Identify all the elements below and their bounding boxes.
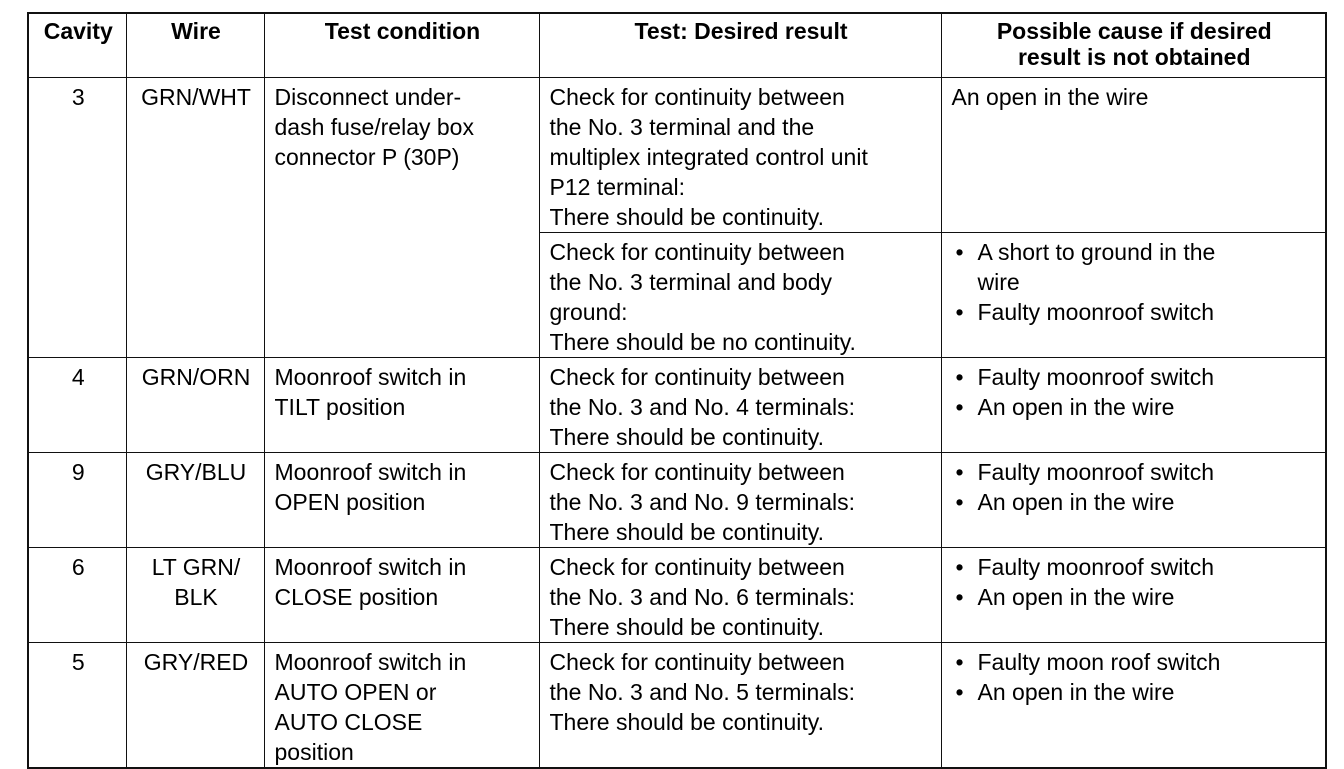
cause-item: • An open in the wire: [952, 392, 1318, 422]
table-row: [28, 452, 1326, 547]
cause-item: • An open in the wire: [952, 487, 1318, 517]
cause-item: • Faulty moonroof switch: [952, 297, 1318, 327]
cause-cell: [941, 452, 1326, 547]
condition-cell: Moonroof switch in OPEN position: [264, 452, 539, 547]
cavity-cell: 4: [28, 357, 126, 452]
condition-cell: Moonroof switch in CLOSE position: [264, 547, 539, 642]
cause-cell: [941, 642, 1326, 768]
wire-cell: GRN/WHT: [126, 77, 264, 357]
result-cell: Check for continuity between the No. 3 terminal and body ground: There should be no continuity.: [539, 232, 941, 357]
cavity-cell: 6: [28, 547, 126, 642]
header-wire: Wire: [126, 13, 264, 77]
cause-cell: An open in the wire: [941, 77, 1326, 232]
table-row: [28, 547, 1326, 642]
header-desired-result: Test: Desired result: [539, 13, 941, 77]
cause-item: • Faulty moonroof switch: [952, 362, 1318, 392]
wire-cell: GRN/ORN: [126, 357, 264, 452]
wire-cell: GRY/BLU: [126, 452, 264, 547]
header-test-condition: Test condition: [264, 13, 539, 77]
condition-cell: Moonroof switch in AUTO OPEN or AUTO CLOSE position: [264, 642, 539, 768]
troubleshooting-table: [27, 12, 1327, 769]
cause-cell: [941, 232, 1326, 357]
cause-item: • An open in the wire: [952, 582, 1318, 612]
cause-item: • A short to ground in the wire: [952, 237, 1318, 297]
cause-cell: [941, 547, 1326, 642]
cavity-cell: 3: [28, 77, 126, 357]
cause-item: • Faulty moonroof switch: [952, 552, 1318, 582]
header-possible-cause: Possible cause if desired result is not obtained: [941, 13, 1326, 77]
cavity-cell: 5: [28, 642, 126, 768]
condition-cell: Disconnect under- dash fuse/relay box connector P (30P): [264, 77, 539, 357]
cause-item: • Faulty moonroof switch: [952, 457, 1318, 487]
result-cell: Check for continuity between the No. 3 and No. 4 terminals: There should be continuity.: [539, 357, 941, 452]
cause-cell: [941, 357, 1326, 452]
cause-item: • An open in the wire: [952, 677, 1318, 707]
wire-cell: LT GRN/ BLK: [126, 547, 264, 642]
header-cavity: Cavity: [28, 13, 126, 77]
wire-cell: GRY/RED: [126, 642, 264, 768]
cavity-cell: 9: [28, 452, 126, 547]
result-cell: Check for continuity between the No. 3 and No. 6 terminals: There should be continuity.: [539, 547, 941, 642]
header-row: [28, 13, 1326, 77]
table-row: [28, 77, 1326, 232]
cause-item: • Faulty moon roof switch: [952, 647, 1318, 677]
result-cell: Check for continuity between the No. 3 and No. 5 terminals: There should be continuity.: [539, 642, 941, 768]
result-cell: Check for continuity between the No. 3 terminal and the multiplex integrated control unit P12 terminal: There should be continuity.: [539, 77, 941, 232]
table-row: [28, 642, 1326, 768]
result-cell: Check for continuity between the No. 3 and No. 9 terminals: There should be continuity.: [539, 452, 941, 547]
condition-cell: Moonroof switch in TILT position: [264, 357, 539, 452]
table-row: [28, 357, 1326, 452]
